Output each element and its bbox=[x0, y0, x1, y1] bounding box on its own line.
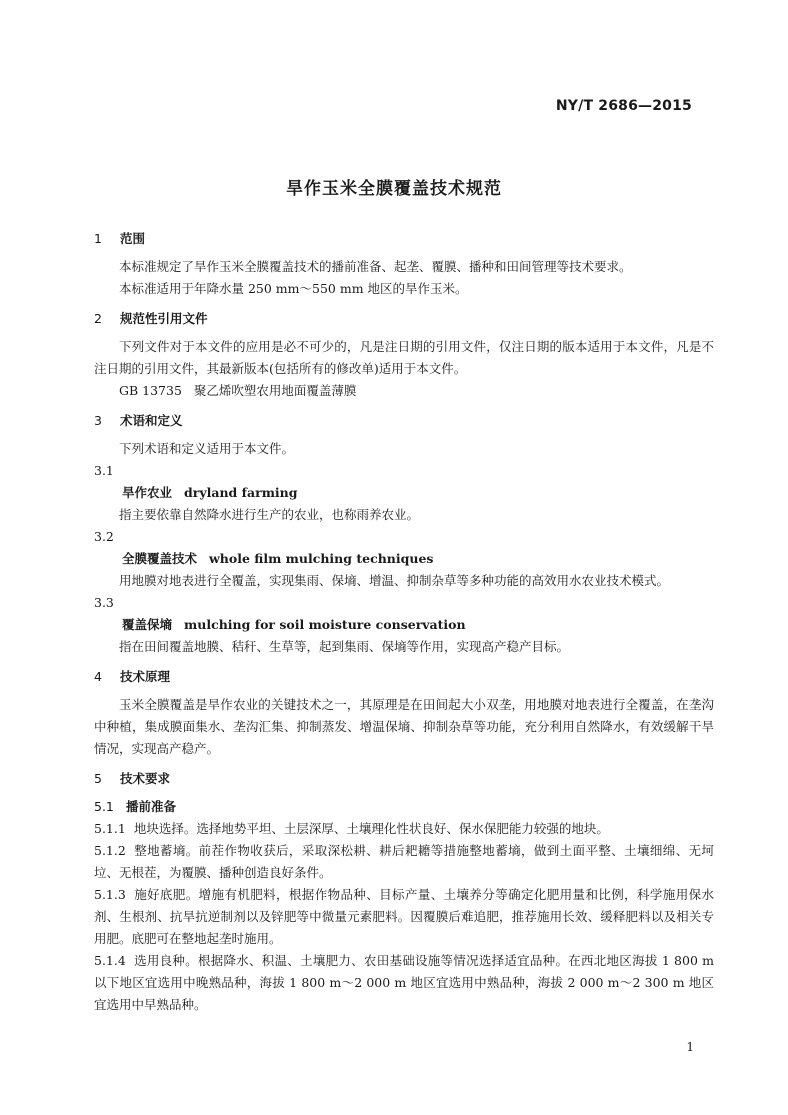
term-definition: 用地膜对地表进行全覆盖，实现集雨、保墒、增温、抑制杂草等多种功能的高效用水农业技术模式。 bbox=[119, 573, 670, 588]
paragraph: 下列文件对于本文件的应用是必不可少的，凡是注日期的引用文件，仅注日期的版本适用于本文件，凡是不注日期的引用文件，其最新版本(包括所有的修改单)适用于本文件。 bbox=[94, 339, 714, 376]
standard-number: NY/T 2686—2015 bbox=[555, 98, 692, 114]
clause: 5.1.3 施好底肥。增施有机肥料，根据作物品种、目标产量、土壤养分等确定化肥用量和比例，科学施用保水剂、生根剂、抗旱抗逆制剂以及锌肥等中微量元素肥料。因覆膜后难追肥，推荐施用长效、缓释肥料以及相关专用肥。底肥可在整地起垄时施用。 bbox=[94, 887, 714, 946]
clause: 5.1.2 整地蓄墒。前茬作物收获后，采取深松耕、耕后耙耱等措施整地蓄墒，做到土面平整、土壤细绵、无坷垃、无根茬，为覆膜、播种创造良好条件。 bbox=[94, 843, 714, 880]
section-heading-scope: 1 范围 bbox=[94, 231, 146, 246]
term-name: 覆盖保墒 mulching for soil moisture conservation bbox=[122, 617, 466, 632]
term-number: 3.2 bbox=[94, 529, 114, 544]
section-heading-terms: 3 术语和定义 bbox=[94, 413, 183, 428]
paragraph: 本标准规定了旱作玉米全膜覆盖技术的播前准备、起垄、覆膜、播种和田间管理等技术要求。 bbox=[119, 259, 632, 274]
clause: 5.1.4 选用良种。根据降水、积温、土壤肥力、农田基础设施等情况选择适宜品种。在西北地区海拔 1 800 m以下地区宜选用中晚熟品种，海拔 1 800 m～2 000 m 地区宜选用中熟品种，海拔 2 000 m～2 300 m 地区宜选用中早熟品种。 bbox=[94, 953, 714, 1012]
term-definition: 指在田间覆盖地膜、秸秆、生草等，起到集雨、保墒等作用，实现高产稳产目标。 bbox=[119, 639, 570, 654]
page-number: 1 bbox=[686, 1040, 694, 1054]
term-name: 全膜覆盖技术 whole film mulching techniques bbox=[122, 551, 434, 566]
reference-entry: GB 13735 聚乙烯吹塑农用地面覆盖薄膜 bbox=[119, 383, 357, 398]
term-definition: 指主要依靠自然降水进行生产的农业，也称雨养农业。 bbox=[119, 507, 420, 522]
document-title: 旱作玉米全膜覆盖技术规范 bbox=[286, 179, 502, 199]
paragraph: 本标准适用于年降水量 250 mm～550 mm 地区的旱作玉米。 bbox=[119, 281, 468, 296]
term-number: 3.1 bbox=[94, 463, 114, 478]
section-heading-requirements: 5 技术要求 bbox=[94, 771, 171, 786]
paragraph: 下列术语和定义适用于本文件。 bbox=[119, 441, 295, 456]
term-name: 旱作农业 dryland farming bbox=[122, 485, 298, 500]
clause: 5.1.1 地块选择。选择地势平坦、土层深厚、土壤理化性状良好、保水保肥能力较强的地块。 bbox=[94, 821, 609, 836]
document-body bbox=[94, 228, 714, 1016]
section-heading-principle: 4 技术原理 bbox=[94, 669, 171, 684]
subsection-heading: 5.1 播前准备 bbox=[94, 799, 177, 814]
term-number: 3.3 bbox=[94, 595, 114, 610]
section-heading-normative-references: 2 规范性引用文件 bbox=[94, 311, 208, 326]
paragraph: 玉米全膜覆盖是旱作农业的关键技术之一，其原理是在田间起大小双垄，用地膜对地表进行全覆盖，在垄沟中种植，集成膜面集水、垄沟汇集、抑制蒸发、增温保墒、抑制杂草等功能，充分利用自然降水，有效缓解干旱情况，实现高产稳产。 bbox=[94, 697, 714, 756]
